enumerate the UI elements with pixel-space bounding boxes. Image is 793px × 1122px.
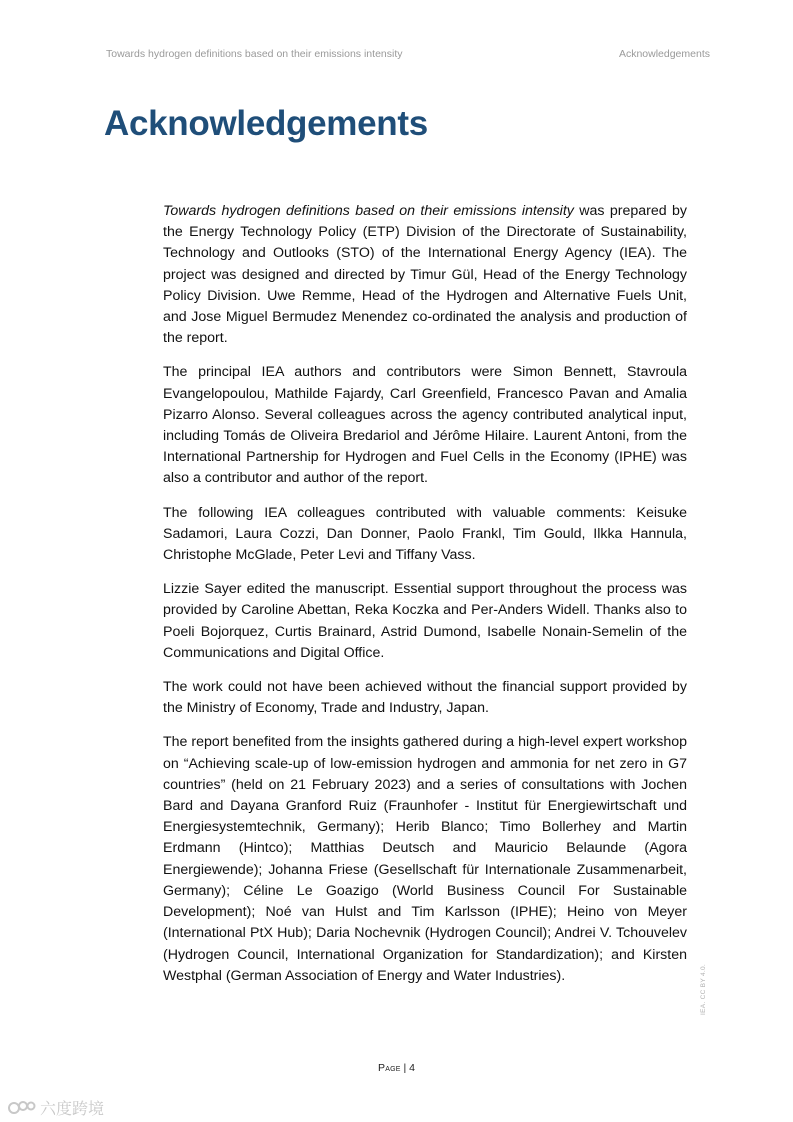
paragraph-2: The principal IEA authors and contributors were Simon Bennett, Stavroula Evangelopoulou, Mathilde Fajardy, Carl Greenfield, Francesco Pavan and Amalia Pizarro Alonso. Several colleagues across the agency contributed analytical input, including Tomás de Oliveira Bredariol and Jérôme Hilaire. Laurent Antoni, from the International Partnership for Hydrogen and Fuel Cells in the Economy (IPHE) was also a contributor and author of the report.: [163, 364, 687, 487]
running-header: [106, 48, 710, 60]
page-label: Page: [378, 1062, 401, 1074]
paragraph-5: The work could not have been achieved without the financial support provided by the Ministry of Economy, Trade and Industry, Japan.: [163, 679, 687, 717]
page-number-value: 4: [409, 1062, 415, 1074]
watermark: [8, 1096, 104, 1119]
page-separator: |: [400, 1062, 410, 1074]
page-number: [0, 1062, 793, 1074]
header-document-title: Towards hydrogen definitions based on their emissions intensity: [106, 48, 403, 60]
watermark-text: 六度跨境: [40, 1099, 105, 1118]
paragraph-1-text: was prepared by the Energy Technology Policy (ETP) Division of the Directorate of Sustainability, Technology and Outlooks (STO) of the International Energy Agency (IEA). The project was designed and directed by Timur Gül, Head of the Energy Technology Policy Division. Uwe Remme, Head of the Hydrogen and Alternative Fuels Unit, and Jose Miguel Bermudez Menendez co-ordinated the analysis and production of the report.: [163, 203, 687, 347]
page-title: Acknowledgements: [104, 104, 428, 143]
paragraph-1: [163, 201, 687, 349]
paragraph-6: The report benefited from the insights gathered during a high-level expert workshop on “Achieving scale-up of low-emission hydrogen and ammonia for net zero in G7 countries” (held on 21 February 2023) and a series of consultations with Jochen Bard and Dayana Granford Ruiz (Fraunhofer - Institut für Energiewirtschaft und Energiesystemtechnik, Germany); Herib Blanco; Timo Bollerhey and Martin Erdmann (Hintco); Matthias Deutsch and Mauricio Belaunde (Agora Energiewende); Johanna Friese (Gesellschaft für Internationale Zusammenarbeit, Germany); Céline Le Goazigo (World Business Council For Sustainable Development); Noé van Hulst and Tim Karlsson (IPHE); Heino von Meyer (International PtX Hub); Daria Nochevnik (Hydrogen Council); Andrei V. Tchouvelev (Hydrogen Council, International Organization for Standardization); and Kirsten Westphal (German Association of Energy and Water Industries).: [163, 734, 687, 984]
header-section-title: Acknowledgements: [618, 48, 710, 60]
report-title-italic: Towards hydrogen definitions based on their emissions intensity: [163, 203, 574, 219]
body-text: [163, 201, 687, 1000]
license-note: IEA. CC BY 4.0.: [700, 964, 707, 1015]
paragraph-3: The following IEA colleagues contributed with valuable comments: Keisuke Sadamori, Laura Cozzi, Dan Donner, Paolo Frankl, Tim Gould, Ilkka Hannula, Christophe McGlade, Peter Levi and Tiffany Vass.: [163, 504, 687, 564]
watermark-logo-icon: [8, 1100, 36, 1116]
paragraph-4: Lizzie Sayer edited the manuscript. Essential support throughout the process was provided by Caroline Abettan, Reka Koczka and Per-Anders Widell. Thanks also to Poeli Bojorquez, Curtis Brainard, Astrid Dumond, Isabelle Nonain-Semelin of the Communications and Digital Office.: [163, 581, 687, 661]
